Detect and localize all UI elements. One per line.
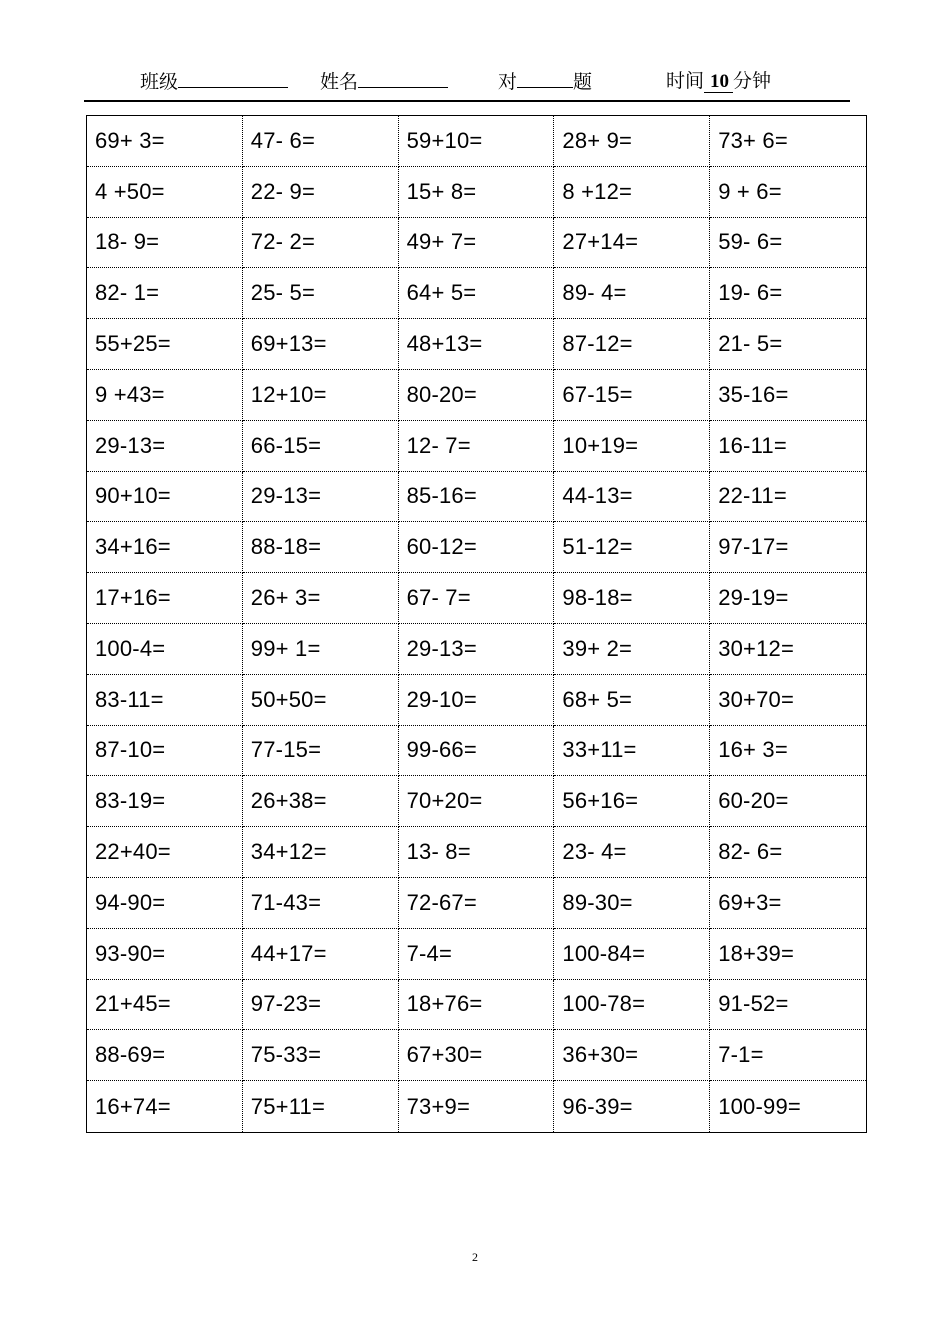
- problem-cell: 55+25=: [87, 319, 243, 370]
- time-field: [666, 69, 771, 93]
- problem-cell: 67- 7=: [399, 573, 555, 624]
- problem-cell: 30+70=: [710, 675, 866, 726]
- problem-cell: 12+10=: [243, 370, 399, 421]
- problem-cell: 80-20=: [399, 370, 555, 421]
- problem-cell: 29-10=: [399, 675, 555, 726]
- problem-cell: 22-11=: [710, 472, 866, 523]
- problem-cell: 100-4=: [87, 624, 243, 675]
- problem-cell: 100-99=: [718, 1093, 801, 1119]
- problem-cell: 16+74=: [87, 1081, 243, 1132]
- problem-cell: 22+40=: [87, 827, 243, 878]
- problem-cell: 75+11=: [243, 1081, 399, 1132]
- problem-cell: 26+ 3=: [243, 573, 399, 624]
- problem-cell: 96-39=: [554, 1081, 710, 1132]
- problem-cell: 29-13=: [243, 472, 399, 523]
- problem-cell: 35-16=: [710, 370, 866, 421]
- problem-cell: 16+ 3=: [710, 726, 866, 777]
- problem-cell: 89-30=: [554, 878, 710, 929]
- problem-cell: 72- 2=: [243, 218, 399, 269]
- time-value: 10: [704, 72, 733, 93]
- time-unit: 分钟: [733, 70, 772, 92]
- problem-cell: 28+ 9=: [554, 116, 710, 167]
- problem-cell: 44-13=: [554, 472, 710, 523]
- problem-cell: 73+9=: [399, 1081, 555, 1132]
- name-field: [320, 69, 448, 94]
- problem-cell: 29-13=: [87, 421, 243, 472]
- problem-cell: 18+76=: [399, 980, 555, 1031]
- problem-cell: 100-84=: [554, 929, 710, 980]
- problem-cell: 98-18=: [554, 573, 710, 624]
- problem-cell: 68+ 5=: [554, 675, 710, 726]
- problem-cell: 93-90=: [87, 929, 243, 980]
- problem-cell: 83-19=: [87, 776, 243, 827]
- problem-cell: 67+30=: [399, 1030, 555, 1081]
- class-label: 班级: [140, 71, 179, 93]
- problem-cell: 73+ 6=: [710, 116, 866, 167]
- problem-cell: 18+39=: [710, 929, 866, 980]
- problem-cell: 10+19=: [554, 421, 710, 472]
- problem-cell: 91-52=: [710, 980, 866, 1031]
- problem-cell: 82- 6=: [710, 827, 866, 878]
- questions-label: 题: [573, 71, 593, 93]
- problem-cell: 99+ 1=: [243, 624, 399, 675]
- problem-cell: 29-13=: [399, 624, 555, 675]
- problem-cell: 29-19=: [710, 573, 866, 624]
- problem-cell: 26+38=: [243, 776, 399, 827]
- problem-cell: 9 + 6=: [710, 167, 866, 218]
- problem-cell: 87-10=: [87, 726, 243, 777]
- problem-cell: 34+16=: [87, 522, 243, 573]
- problem-cell: 94-90=: [87, 878, 243, 929]
- problem-cell: 60-12=: [399, 522, 555, 573]
- page-number: 2: [472, 1250, 478, 1264]
- problem-cell: 70+20=: [399, 776, 555, 827]
- problem-grid: [86, 115, 867, 1133]
- name-label: 姓名: [320, 71, 359, 93]
- problem-cell: 69+3=: [710, 878, 866, 929]
- problem-cell: 75-33=: [243, 1030, 399, 1081]
- problem-cell: 59+10=: [399, 116, 555, 167]
- problem-cell: 21+45=: [87, 980, 243, 1031]
- class-field: [140, 69, 288, 94]
- problem-cell: 71-43=: [243, 878, 399, 929]
- problem-cell: 15+ 8=: [399, 167, 555, 218]
- problem-cell: 23- 4=: [554, 827, 710, 878]
- problem-cell: 8 +12=: [554, 167, 710, 218]
- problem-cell: 25- 5=: [243, 268, 399, 319]
- problem-cell: 72-67=: [399, 878, 555, 929]
- problem-cell: 87-12=: [554, 319, 710, 370]
- problem-cell: 49+ 7=: [399, 218, 555, 269]
- problem-cell: 88-69=: [87, 1030, 243, 1081]
- name-blank[interactable]: [358, 69, 448, 88]
- problem-cell: 19- 6=: [710, 268, 866, 319]
- problem-cell: 50+50=: [243, 675, 399, 726]
- problem-cell: 4 +50=: [87, 167, 243, 218]
- problem-cell: 90+10=: [87, 472, 243, 523]
- problem-cell: 59- 6=: [710, 218, 866, 269]
- problem-cell: 17+16=: [87, 573, 243, 624]
- problem-cell: 12- 7=: [399, 421, 555, 472]
- problem-cell: 21- 5=: [710, 319, 866, 370]
- time-label: 时间: [666, 70, 705, 92]
- problem-cell: 99-66=: [399, 726, 555, 777]
- score-field: [498, 69, 592, 94]
- correct-label: 对: [498, 71, 518, 93]
- problem-cell: 39+ 2=: [554, 624, 710, 675]
- problem-cell: 69+ 3=: [87, 116, 243, 167]
- problem-cell: 89- 4=: [554, 268, 710, 319]
- problem-cell: 33+11=: [554, 726, 710, 777]
- problem-cell: 97-17=: [710, 522, 866, 573]
- problem-cell: 77-15=: [243, 726, 399, 777]
- problem-cell: 60-20=: [710, 776, 866, 827]
- problem-cell: 97-23=: [243, 980, 399, 1031]
- problem-cell: 7-1=: [710, 1030, 866, 1081]
- problem-cell: 18- 9=: [87, 218, 243, 269]
- problem-cell: 34+12=: [243, 827, 399, 878]
- problem-cell: 56+16=: [554, 776, 710, 827]
- problem-cell: 9 +43=: [87, 370, 243, 421]
- problem-cell: 83-11=: [87, 675, 243, 726]
- problem-cell: 82- 1=: [87, 268, 243, 319]
- problem-cell: 16-11=: [710, 421, 866, 472]
- problem-cell: 48+13=: [399, 319, 555, 370]
- problem-cell: 30+12=: [710, 624, 866, 675]
- problem-cell: 64+ 5=: [399, 268, 555, 319]
- problem-cell: 85-16=: [399, 472, 555, 523]
- class-blank[interactable]: [178, 69, 288, 88]
- problem-cell: 69+13=: [243, 319, 399, 370]
- problem-cell: 51-12=: [554, 522, 710, 573]
- problem-cell: 67-15=: [554, 370, 710, 421]
- problem-cell: 100-78=: [554, 980, 710, 1031]
- problem-cell: 44+17=: [243, 929, 399, 980]
- correct-count-blank[interactable]: [517, 69, 573, 88]
- problem-cell: 13- 8=: [399, 827, 555, 878]
- problem-cell: 22- 9=: [243, 167, 399, 218]
- problem-cell: 88-18=: [243, 522, 399, 573]
- problem-cell: 47- 6=: [243, 116, 399, 167]
- problem-cell: 66-15=: [243, 421, 399, 472]
- worksheet-header: [84, 62, 850, 102]
- problem-cell: 36+30=: [554, 1030, 710, 1081]
- problem-cell: 27+14=: [554, 218, 710, 269]
- problem-cell: 7-4=: [399, 929, 555, 980]
